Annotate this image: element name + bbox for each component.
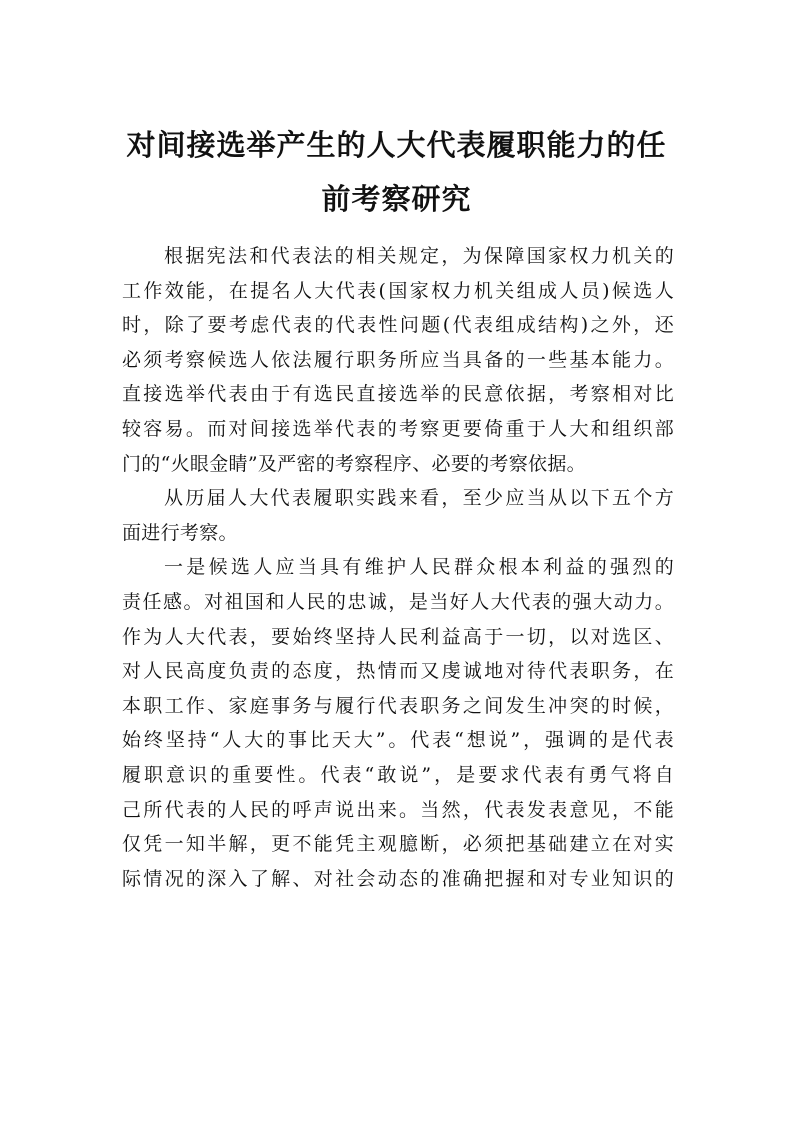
paragraph-line: 直接选举代表由于有选民直接选举的民意依据，考察相对比 [122,383,674,406]
paragraph-line: 际情况的深入了解、对社会动态的准确把握和对专业知识的 [122,867,674,890]
paragraph [122,550,674,896]
paragraph-line: 仅凭一知半解，更不能凭主观臆断，必须把基础建立在对实 [122,833,674,856]
paragraph-line: 从历届人大代表履职实践来看，至少应当从以下五个方 [164,487,674,510]
paragraph-line: 己所代表的人民的呼声说出来。当然，代表发表意见，不能 [122,798,674,821]
paragraph [122,481,674,550]
paragraph-line: 始终坚持“人大的事比天大”。代表“想说”，强调的是代表 [122,729,674,752]
paragraph-line: 根据宪法和代表法的相关规定，为保障国家权力机关的 [164,245,674,267]
paragraph-line: 时，除了要考虑代表的代表性问题(代表组成结构)之外，还 [122,314,674,337]
paragraph-line: 工作效能，在提名人大代表(国家权力机关组成人员)候选人 [122,279,674,302]
paragraph [122,239,674,481]
title-line: 对间接选举产生的人大代表履职能力的任 [126,128,667,162]
paragraph-line: 门的“火眼金睛”及严密的考察程序、必要的考察依据。 [122,452,586,475]
paragraph-line: 面进行考察。 [122,521,238,544]
paragraph-line: 履职意识的重要性。代表“敢说”，是要求代表有勇气将自 [122,763,674,786]
paragraph-line: 必须考察候选人依法履行职务所应当具备的一些基本能力。 [122,348,674,371]
paragraph-line: 较容易。而对间接选举代表的考察更要倚重于人大和组织部 [122,417,674,440]
paragraph-line: 责任感。对祖国和人民的忠诚，是当好人大代表的强大动力。 [122,590,674,613]
paragraph-line: 作为人大代表，要始终坚持人民利益高于一切，以对选区、 [122,625,674,648]
paragraph-line: 对人民高度负责的态度，热情而又虔诚地对待代表职务，在 [122,660,674,683]
document-body [122,239,674,896]
document-title [110,118,683,226]
paragraph-line: 本职工作、家庭事务与履行代表职务之间发生冲突的时候， [122,694,674,717]
title-line: 前考察研究 [321,182,472,216]
paragraph-line: 一是候选人应当具有维护人民群众根本利益的强烈的 [164,556,674,579]
